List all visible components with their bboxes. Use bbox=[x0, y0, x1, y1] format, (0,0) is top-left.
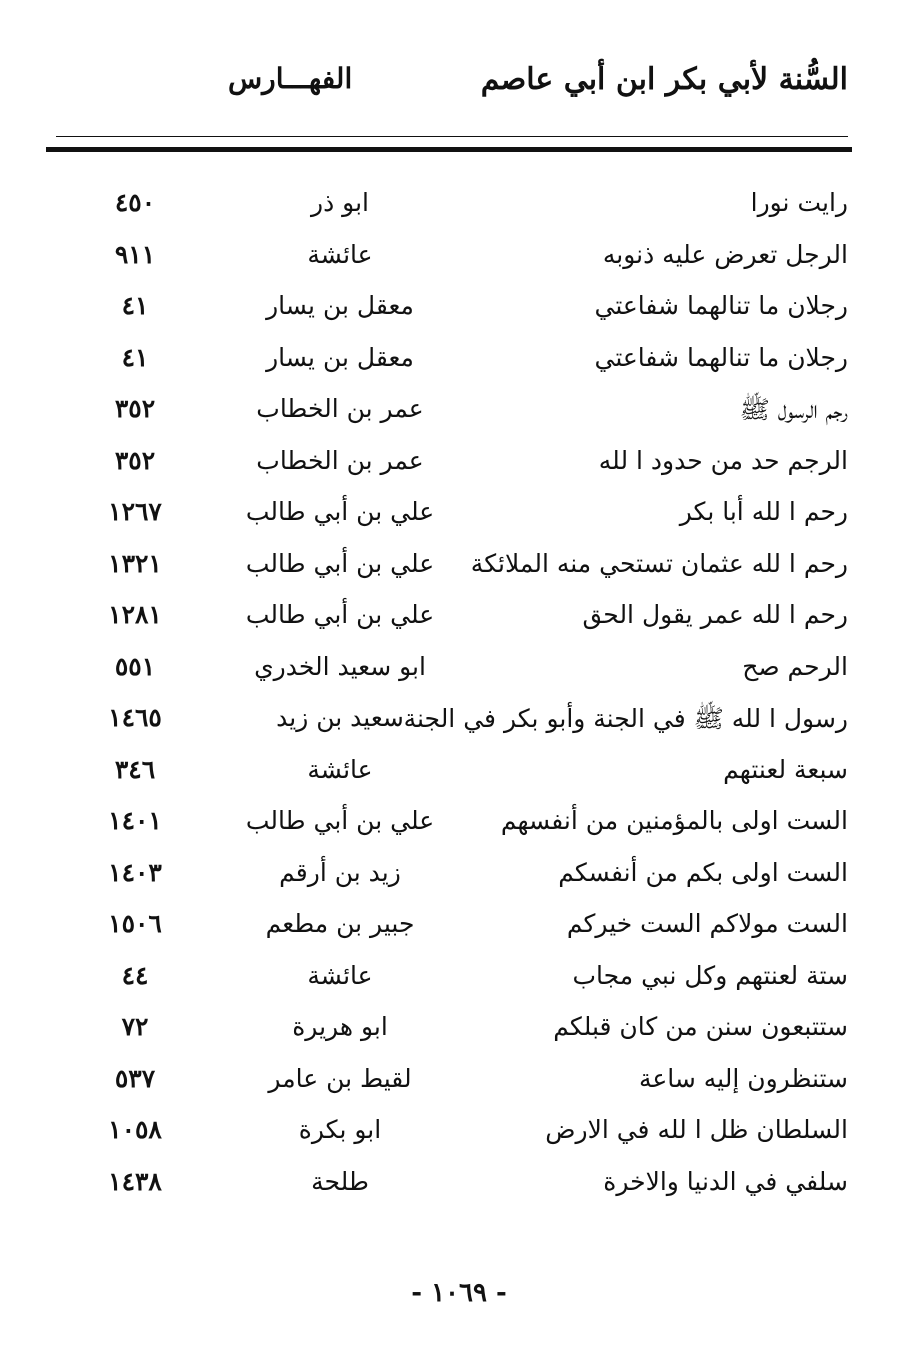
index-row bbox=[70, 497, 848, 549]
hadith-number: ٥٥١ bbox=[114, 651, 156, 681]
index-row bbox=[70, 961, 848, 1013]
index-row bbox=[70, 652, 848, 704]
hadith-text: سبعة لعنتهم bbox=[723, 754, 848, 784]
hadith-text: رحم ا لله عمر يقول الحق bbox=[582, 600, 848, 629]
narrator-name: ابو هريرة bbox=[292, 1012, 388, 1041]
narrator-name: زيد بن أرقم bbox=[279, 857, 401, 887]
book-title: السُّنة لأبي بكر ابن أبي عاصم bbox=[480, 62, 848, 97]
hadith-number: ١٣٢١ bbox=[108, 548, 162, 578]
index-row bbox=[70, 291, 848, 343]
index-row bbox=[70, 1012, 848, 1064]
hadith-number: ١٢٦٧ bbox=[108, 497, 162, 526]
index-row bbox=[70, 909, 848, 961]
hadith-text: رجلان ما تنالهما شفاعتي bbox=[594, 291, 848, 320]
hadith-text: رسول ا لله ﷺ في الجنة وأبو بكر في الجنة bbox=[403, 704, 848, 733]
header-rule-thin bbox=[56, 136, 848, 137]
hadith-text: السلطان ظل ا لله في الارض bbox=[545, 1115, 848, 1144]
hadith-text: ستة لعنتهم وكل نبي مجاب bbox=[572, 960, 848, 990]
narrator-name: علي بن أبي طالب bbox=[245, 806, 435, 835]
hadith-number: ١٢٨١ bbox=[108, 600, 162, 629]
index-row bbox=[70, 858, 848, 910]
hadith-text: الست اولى بكم من أنفسكم bbox=[558, 857, 848, 887]
narrator-name: عائشة bbox=[307, 754, 373, 784]
hadith-number: ٣٥٢ bbox=[114, 394, 156, 423]
hadith-number: ١٤٠١ bbox=[108, 806, 162, 835]
header-rule-thick bbox=[46, 147, 852, 152]
hadith-number: ٩١١ bbox=[114, 239, 156, 269]
hadith-text: رجم الرسول ﷺ bbox=[739, 395, 848, 424]
index-row bbox=[70, 600, 848, 652]
hadith-text: رحم ا لله عثمان تستحي منه الملائكة bbox=[470, 548, 848, 578]
narrator-name: معقل بن يسار bbox=[266, 291, 414, 320]
index-row bbox=[70, 446, 848, 498]
narrator-name: علي بن أبي طالب bbox=[245, 600, 435, 629]
hadith-text: الرجم حد من حدود ا لله bbox=[598, 445, 848, 475]
section-title: الفهـــارس bbox=[228, 62, 353, 95]
hadith-text: ستتبعون سنن من كان قبلكم bbox=[553, 1012, 848, 1041]
narrator-name: معقل بن يسار bbox=[266, 342, 414, 372]
hadith-text: رايت نورا bbox=[750, 188, 848, 217]
narrator-name: علي بن أبي طالب bbox=[245, 548, 435, 578]
hadith-number: ١٤٣٨ bbox=[108, 1166, 162, 1196]
index-row bbox=[70, 188, 848, 240]
index-entries bbox=[70, 188, 848, 1218]
hadith-number: ١٤٠٣ bbox=[108, 857, 162, 887]
hadith-number: ٤١ bbox=[121, 342, 149, 372]
narrator-name: عمر بن الخطاب bbox=[256, 445, 424, 475]
index-row bbox=[70, 240, 848, 292]
index-row bbox=[70, 343, 848, 395]
hadith-text: رجلان ما تنالهما شفاعتي bbox=[594, 342, 848, 372]
hadith-number: ١٤٦٥ bbox=[108, 703, 162, 732]
hadith-number: ٣٥٢ bbox=[114, 445, 156, 475]
hadith-text: رحم ا لله أبا بكر bbox=[679, 497, 848, 526]
hadith-number: ٤١ bbox=[121, 291, 149, 320]
hadith-number: ١٠٥٨ bbox=[108, 1115, 162, 1144]
hadith-number: ٤٥٠ bbox=[114, 188, 156, 217]
narrator-name: طلحة bbox=[311, 1166, 369, 1196]
narrator-name: جبير بن مطعم bbox=[265, 909, 415, 938]
hadith-number: ١٥٠٦ bbox=[108, 909, 162, 938]
hadith-text: الرحم صح bbox=[742, 651, 848, 681]
hadith-text: ستنظرون إليه ساعة bbox=[638, 1063, 848, 1093]
narrator-name: عائشة bbox=[307, 960, 373, 990]
narrator-name: ابو سعيد الخدري bbox=[254, 651, 426, 681]
hadith-text: الست اولى بالمؤمنين من أنفسهم bbox=[500, 806, 848, 835]
page-number: - ١٠٦٩ - bbox=[411, 1278, 507, 1308]
index-row bbox=[70, 1064, 848, 1116]
narrator-name: لقيط بن عامر bbox=[268, 1063, 412, 1093]
hadith-number: ٣٤٦ bbox=[114, 754, 156, 784]
hadith-number: ٤٤ bbox=[121, 960, 149, 990]
index-row bbox=[70, 1167, 848, 1219]
hadith-number: ٥٣٧ bbox=[114, 1063, 156, 1093]
hadith-number: ٧٢ bbox=[121, 1012, 149, 1041]
narrator-name: علي بن أبي طالب bbox=[245, 497, 435, 526]
index-row bbox=[70, 394, 848, 446]
hadith-text: الرجل تعرض عليه ذنوبه bbox=[602, 239, 848, 269]
narrator-name: سعيد بن زيد bbox=[276, 703, 404, 732]
narrator-name: ابو ذر bbox=[311, 188, 369, 217]
page-header bbox=[60, 62, 848, 112]
index-row bbox=[70, 703, 848, 755]
narrator-name: ابو بكرة bbox=[298, 1115, 382, 1144]
index-row bbox=[70, 806, 848, 858]
narrator-name: عمر بن الخطاب bbox=[256, 394, 424, 423]
index-row bbox=[70, 755, 848, 807]
hadith-text: سلفي في الدنيا والاخرة bbox=[603, 1166, 848, 1196]
index-row bbox=[70, 1115, 848, 1167]
index-row bbox=[70, 549, 848, 601]
hadith-text: الست مولاكم الست خيركم bbox=[566, 909, 848, 938]
narrator-name: عائشة bbox=[307, 239, 373, 269]
